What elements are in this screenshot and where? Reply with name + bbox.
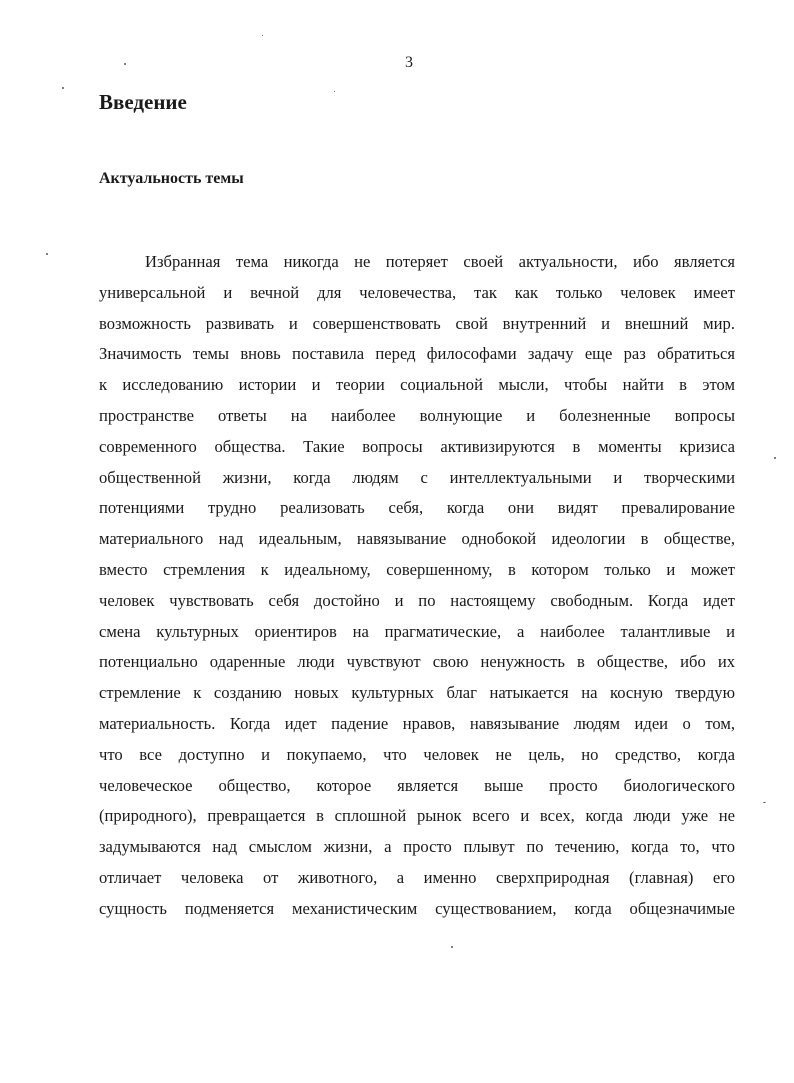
text-line: к исследованию истории и теории социальной мысли, чтобы найти в этом — [99, 375, 735, 395]
text-line: стремление к созданию новых культурных благ натыкается на косную твердую — [99, 683, 735, 703]
text-line: человеческое общество, которое является выше просто биологического — [99, 775, 735, 795]
chapter-title: Введение — [99, 90, 187, 114]
text-line: пространстве ответы на наиболее волнующие и болезненные вопросы — [99, 405, 735, 425]
text-line: потенциально одаренные люди чувствуют свою ненужность в обществе, ибо их — [99, 652, 735, 672]
text-line: смена культурных ориентиров на прагматические, а наиболее талантливые и — [99, 621, 735, 641]
text-line: общественной жизни, когда людям с интеллектуальными и творческими — [99, 467, 735, 487]
scan-speck — [451, 946, 453, 948]
text-line: задумываются над смыслом жизни, а просто плывут по течению, когда то, что — [99, 837, 735, 857]
section-title: Актуальность темы — [99, 170, 244, 187]
text-line: универсальной и вечной для человечества, так как только человек имеет — [99, 282, 735, 302]
text-line: материального над идеальным, навязывание однобокой идеологии в обществе, — [99, 529, 735, 549]
text-line: (природного), превращается в сплошной рынок всего и всех, когда люди уже не — [99, 806, 735, 826]
text-line: Значимость темы вновь поставила перед философами задачу еще раз обратиться — [99, 344, 735, 364]
scan-speck — [334, 91, 335, 92]
scan-speck — [62, 87, 64, 89]
scan-speck — [262, 35, 263, 36]
text-line: Избранная тема никогда не потеряет своей актуальности, ибо является — [145, 252, 735, 271]
text-line: что все доступно и покупаемо, что человек не цель, но средство, когда — [99, 744, 735, 764]
page-number: 3 — [405, 54, 413, 71]
text-line: материальность. Когда идет падение нравов, навязывание людям идеи о том, — [99, 713, 735, 733]
text-line: возможность развивать и совершенствовать свой внутренний и внешний мир. — [99, 313, 735, 333]
text-line: вместо стремления к идеальному, совершенному, в котором только и может — [99, 559, 735, 579]
scan-speck — [46, 253, 48, 255]
text-line: человек чувствовать себя достойно и по настоящему свободным. Когда идет — [99, 590, 735, 610]
text-line: сущность подменяется механистическим существованием, когда общезначимые — [99, 898, 735, 918]
body-paragraph — [99, 247, 735, 925]
text-line: потенциями трудно реализовать себя, когда они видят превалирование — [99, 498, 735, 518]
scan-speck — [763, 802, 766, 803]
text-line: отличает человека от животного, а именно сверхприродная (главная) его — [99, 867, 735, 887]
scan-speck — [774, 457, 776, 459]
text-line: современного общества. Такие вопросы активизируются в моменты кризиса — [99, 436, 735, 456]
scan-speck — [124, 63, 126, 65]
